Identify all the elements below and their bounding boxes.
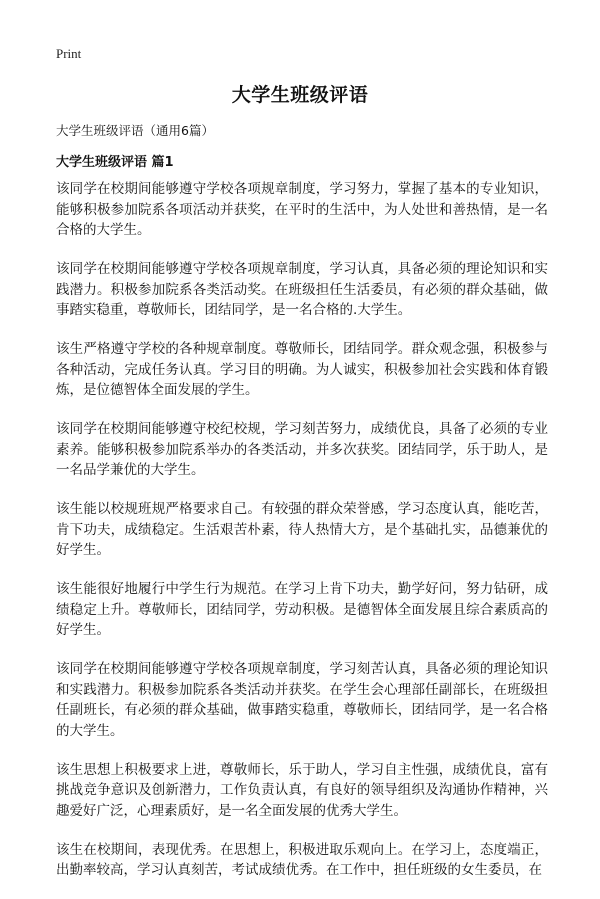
- paragraph-7: 该同学在校期间能够遵守学校各项规章制度，学习刻苦认真，具备必须的理论知识和实践潜力。积极参加院系各类活动并获奖。在学生会心理部任副部长，在班级担任副班长，有必须的群众基础，做事踏实稳重，尊敬师长，团结同学，是一名合格的大学生。: [56, 661, 548, 739]
- paragraph-4: 该同学在校期间能够遵守校纪校规，学习刻苦努力，成绩优良，具备了必须的专业素养。能够积极参加院系举办的各类活动，并多次获奖。团结同学，乐于助人，是一名品学兼优的大学生。: [56, 421, 548, 478]
- print-link[interactable]: Print: [56, 46, 82, 61]
- article-body: [56, 179, 548, 899]
- section-heading: 大学生班级评语 篇1: [56, 155, 174, 170]
- paragraph-3: 该生严格遵守学校的各种规章制度。尊敬师长，团结同学。群众观念强，积极参与各种活动，完成任务认真。学习目的明确。为人诚实，积极参加社会实践和体育锻炼，是位德智体全面发展的学生。: [56, 341, 548, 398]
- paragraph-1: 该同学在校期间能够遵守学校各项规章制度，学习努力，掌握了基本的专业知识，能够积极参加院系各项活动并获奖，在平时的生活中，为人处世和善热情，是一名合格的大学生。: [56, 181, 548, 238]
- page-title: 大学生班级评语: [231, 84, 369, 106]
- paragraph-5: 该生能以校规班规严格要求自己。有较强的群众荣誉感，学习态度认真，能吃苦，肯下功夫，成绩稳定。生活艰苦朴素，待人热情大方，是个基础扎实，品德兼优的好学生。: [56, 501, 548, 558]
- document-subtitle: 大学生班级评语（通用6篇）: [56, 123, 214, 138]
- paragraph-8: 该生思想上积极要求上进，尊敬师长，乐于助人，学习自主性强，成绩优良，富有挑战竞争意识及创新潜力，工作负责认真，有良好的领导组织及沟通协作精神，兴趣爱好广泛，心理素质好，是一名全面发展的优秀大学生。: [56, 761, 548, 819]
- paragraph-9: 该生在校期间，表现优秀。在思想上，积极进取乐观向上。在学习上，态度端正，出勤率较高，学习认真刻苦，考试成绩优秀。在工作中，担任班级的女生委员，在: [56, 841, 548, 878]
- paragraph-6: 该生能很好地履行中学生行为规范。在学习上肯下功夫，勤学好问，努力钻研，成绩稳定上升。尊敬师长，团结同学，劳动积极。是德智体全面发展且综合素质高的好学生。: [56, 581, 548, 638]
- paragraph-2: 该同学在校期间能够遵守学校各项规章制度，学习认真，具备必须的理论知识和实践潜力。积极参加院系各类活动奖。在班级担任生活委员，有必须的群众基础，做事踏实稳重，尊敬师长，团结同学，是一名合格的.大学生。: [56, 261, 548, 318]
